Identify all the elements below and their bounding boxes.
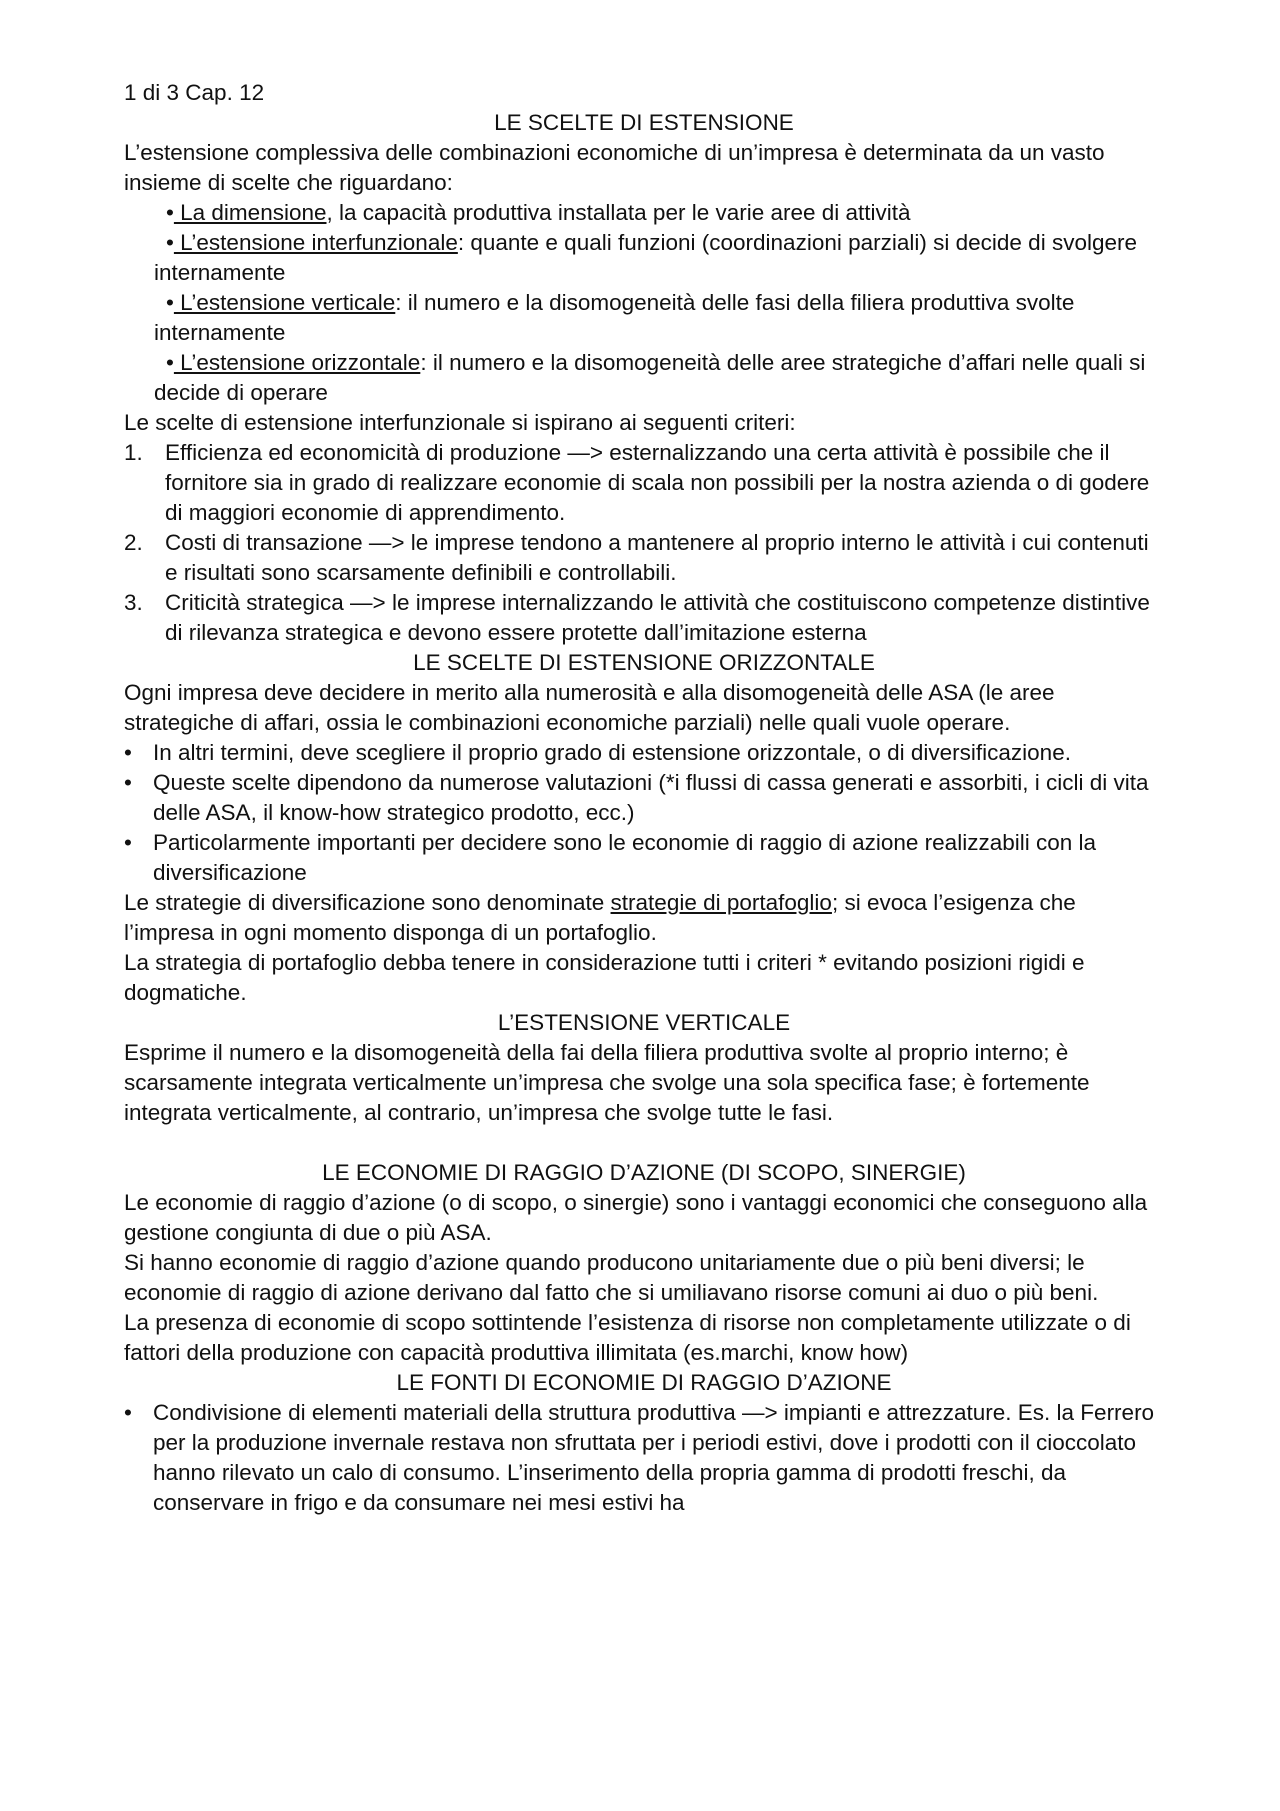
list-item xyxy=(124,738,1164,768)
choice-term: La dimensione xyxy=(173,200,327,225)
section4-para3: La presenza di economie di scopo sottintende l’esistenza di risorse non completamente utilizzate o di fattori della produzione con capacità produttiva illimitata (es.marchi, know how) xyxy=(124,1310,1131,1365)
criteria-intro: Le scelte di estensione interfunzionale si ispirano ai seguenti criteri: xyxy=(124,410,796,435)
criteria-text: Efficienza ed economicità di produzione —> esternalizzando una certa attività è possibile che il fornitore sia in grado di realizzare economie di scala non possibili per la nostra azienda o di godere di maggiori economie di apprendimento. xyxy=(165,440,1150,525)
choice-marker: • xyxy=(166,290,174,315)
bullet-marker: • xyxy=(124,740,132,765)
choice-text: , la capacità produttiva installata per le varie aree di attività xyxy=(326,200,911,225)
list-item-text: In altri termini, deve scegliere il proprio grado di estensione orizzontale, o di diversificazione. xyxy=(153,740,1071,765)
criteria-item xyxy=(124,438,1164,528)
criteria-item xyxy=(124,588,1164,648)
criteria-number: 1. xyxy=(124,440,143,465)
choice-item xyxy=(124,288,1164,348)
section-title-verticale: L’ESTENSIONE VERTICALE xyxy=(497,1010,791,1035)
choice-marker: • xyxy=(166,350,174,375)
choice-item xyxy=(124,348,1164,408)
section-title-orizzontale: LE SCELTE DI ESTENSIONE ORIZZONTALE xyxy=(413,650,875,675)
choice-marker: • xyxy=(166,200,174,225)
choice-item xyxy=(124,228,1164,288)
criteria-text: Criticità strategica —> le imprese internalizzando le attività che costituiscono competenze distintive di rilevanza strategica e devono essere protette dall’imitazione esterna xyxy=(165,590,1150,645)
list-item xyxy=(124,1398,1164,1518)
choice-text: : il numero e la disomogeneità delle fasi della filiera produttiva svolte internamente xyxy=(154,290,1075,345)
choice-item xyxy=(124,198,1164,228)
choice-marker: • xyxy=(166,230,174,255)
criteria-item xyxy=(124,528,1164,588)
choice-text: : il numero e la disomogeneità delle aree strategiche d’affari nelle quali si decide di operare xyxy=(154,350,1146,405)
list-item xyxy=(124,768,1164,828)
list-item-text: Particolarmente importanti per decidere sono le economie di raggio di azione realizzabili con la diversificazione xyxy=(153,830,1097,885)
criteria-number: 3. xyxy=(124,590,143,615)
list-item xyxy=(124,828,1164,888)
section-title-estensione: LE SCELTE DI ESTENSIONE xyxy=(494,110,794,135)
list-item-text: Condivisione di elementi materiali della struttura produttiva —> impianti e attrezzature. Es. la Ferrero per la produzione invernale restava non sfruttata per i periodi estivi, dove i prodotti con il cioccolato hanno rilevato un calo di consumo. L’inserimento della propria gamma di prodotti freschi, da conservare in frigo e da consumare nei mesi estivi ha xyxy=(153,1400,1155,1515)
bullet-marker: • xyxy=(124,770,132,795)
portfolio-paragraph xyxy=(124,888,1164,948)
bullet-marker: • xyxy=(124,1400,132,1425)
section-title-fonti: LE FONTI DI ECONOMIE DI RAGGIO D’AZIONE xyxy=(396,1370,892,1395)
bullet-marker: • xyxy=(124,830,132,855)
section-title-economie: LE ECONOMIE DI RAGGIO D’AZIONE (DI SCOPO, SINERGIE) xyxy=(322,1160,966,1185)
choice-term: L’estensione orizzontale xyxy=(173,350,421,375)
section4-para1: Le economie di raggio d’azione (o di scopo, o sinergie) sono i vantaggi economici che conseguono alla gestione congiunta di due o più ASA. xyxy=(124,1190,1148,1245)
section2-intro: Ogni impresa deve decidere in merito alla numerosità e alla disomogeneità delle ASA (le aree strategiche di affari, ossia le combinazioni economiche parziali) nelle quali vuole operare. xyxy=(124,680,1055,735)
choice-text: : quante e quali funzioni (coordinazioni parziali) si decide di svolgere internamente xyxy=(154,230,1137,285)
criteria-number: 2. xyxy=(124,530,143,555)
page-header: 1 di 3 Cap. 12 xyxy=(124,80,265,105)
portfolio-text-before: Le strategie di diversificazione sono denominate xyxy=(124,890,611,915)
choice-term: L’estensione interfunzionale xyxy=(173,230,458,255)
portfolio-text-after: ; si evoca l’esigenza che l’impresa in ogni momento disponga di un portafoglio. xyxy=(124,890,1076,945)
criteria-text: Costi di transazione —> le imprese tendono a mantenere al proprio interno le attività i cui contenuti e risultati sono scarsamente definibili e controllabili. xyxy=(165,530,1149,585)
portfolio-strategy-term: strategie di portafoglio xyxy=(610,890,832,915)
section4-para2: Si hanno economie di raggio d’azione quando producono unitariamente due o più beni diversi; le economie di raggio di azione derivano dal fatto che si umiliavano risorse comuni ai duo o più beni. xyxy=(124,1250,1099,1305)
choice-term: L’estensione verticale xyxy=(173,290,396,315)
list-item-text: Queste scelte dipendono da numerose valutazioni (*i flussi di cassa generati e assorbiti, i cicli di vita delle ASA, il know-how strategico prodotto, ecc.) xyxy=(153,770,1149,825)
blank-line xyxy=(124,1128,1164,1158)
section1-intro: L’estensione complessiva delle combinazioni economiche di un’impresa è determinata da un vasto insieme di scelte che riguardano: xyxy=(124,140,1105,195)
section3-body: Esprime il numero e la disomogeneità della fai della filiera produttiva svolte al proprio interno; è scarsamente integrata verticalmente un’impresa che svolge una sola specifica fase; è fortemente integrata verticalmente, al contrario, un’impresa che svolge tutte le fasi. xyxy=(124,1040,1090,1125)
portfolio-criteria-paragraph: La strategia di portafoglio debba tenere in considerazione tutti i criteri * evitando posizioni rigidi e dogmatiche. xyxy=(124,950,1085,1005)
